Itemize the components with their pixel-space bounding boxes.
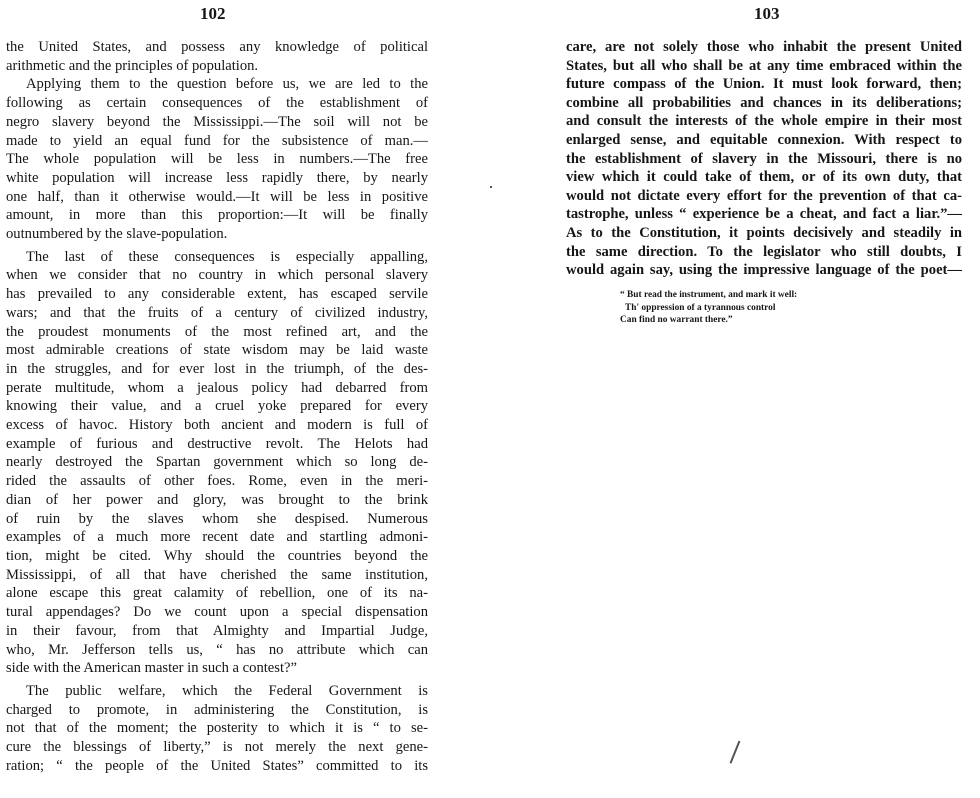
text-line: cure the blessings of liberty,” is not merely the next gene- (6, 739, 428, 756)
text-line: The last of these consequences is especially appalling, (26, 248, 428, 265)
text-line: of ruin by the slaves whom she despised. Numerous (6, 510, 428, 527)
text-line: charged to promote, in administering the Constitution, is (6, 701, 428, 718)
text-line: wars; and that the fruits of a century of civilized industry, (6, 304, 428, 321)
text-line: who, Mr. Jefferson tells us, “ has no attribute which can (6, 641, 428, 658)
text-line: perate multitude, whom a jealous policy had debarred from (6, 379, 428, 396)
text-line: The whole population will be less in numbers.—The free (6, 151, 428, 168)
text-line: dian of her power and glory, was brought to the brink (6, 491, 428, 508)
left-page-number: 102 (200, 4, 226, 23)
text-line: tastrophe, unless “ experience be a cheat, and fact a liar.”— (566, 206, 962, 223)
text-line: combine all probabilities and chances in its deliberations; (566, 94, 962, 111)
text-line: tion, might be cited. Why should the countries beyond the (6, 547, 428, 564)
stray-speck (490, 186, 492, 188)
text-line: made to yield an equal fund for the subsistence of man.— (6, 132, 428, 149)
quote-line: “ But read the instrument, and mark it well: (620, 290, 798, 300)
text-line: not that of the moment; the posterity to which it is “ to se- (6, 720, 428, 737)
text-line: Mississippi, of all that have cherished the same institution, (6, 566, 428, 583)
text-line: would again say, using the impressive language of the poet— (566, 262, 962, 279)
text-line: side with the American master in such a contest?” (6, 660, 297, 677)
text-line: The public welfare, which the Federal Government is (26, 682, 428, 699)
text-line: care, are not solely those who inhabit the present United (566, 39, 962, 55)
text-line: when we consider that no country in which personal slavery (6, 267, 428, 284)
text-line: in their favour, from that Almighty and Impartial Judge, (6, 622, 428, 639)
text-line: one half, than it otherwise would.—It will be less in positive (6, 188, 428, 205)
text-line: arithmetic and the principles of population. (6, 57, 259, 74)
text-line: future compass of the Union. It must look forward, then; (566, 76, 962, 93)
text-line: the proudest monuments of the most refined art, and the (6, 323, 428, 340)
left-page-text (6, 38, 428, 775)
text-line: examples of a much more recent date and startling admoni- (6, 529, 428, 546)
text-line: Applying them to the question before us, we are led to the (26, 76, 428, 93)
poem-quote (620, 289, 880, 327)
text-line: nearly destroyed the Spartan government which so long de- (6, 454, 428, 471)
text-line: outnumbered by the slave-population. (6, 226, 228, 243)
text-line: white population will increase less rapidly there, by nearly (6, 169, 428, 186)
text-line: tural appendages? Do we count upon a special dispensation (6, 604, 428, 621)
text-line: would not dictate every effort for the prevention of that ca- (566, 187, 962, 204)
text-line: example of furious and destructive revolt. The Helots had (6, 435, 428, 452)
text-line: and consult the interests of the whole empire in their most (566, 113, 962, 130)
text-line: the establishment of slavery in the Missouri, there is no (566, 150, 962, 167)
text-line: in the struggles, and for ever lost in the triumph, of the des- (6, 360, 428, 377)
text-line: ration; “ the people of the United States” committed to its (6, 757, 428, 774)
text-line: amount, in more than this proportion:—It will be finally (6, 207, 428, 224)
text-line: excess of havoc. History both ancient and modern is full of (6, 417, 428, 434)
text-line: the same direction. To the legislator who still doubts, I (566, 243, 962, 260)
text-line: most admirable creations of state wisdom may be laid waste (6, 342, 428, 359)
quote-line: Th' oppression of a tyrannous control (625, 302, 776, 313)
text-line: has prevailed to any considerable extent, has escaped servile (6, 286, 428, 303)
text-line: enlarged sense, and equitable connexion. With respect to (566, 131, 962, 148)
text-line: the United States, and possess any knowledge of political (6, 39, 428, 55)
text-line: alone escape this great calamity of rebellion, one of its na- (6, 585, 428, 602)
stray-pencil-mark (730, 741, 740, 764)
text-line: rided the assaults of other foes. Rome, even in the meri- (6, 473, 428, 490)
right-page-text (566, 38, 962, 280)
quote-line: Can find no warrant there.” (620, 315, 733, 325)
text-line: view which it could take of them, or of its own duty, that (566, 169, 962, 186)
text-line: following as certain consequences of the establishment of (6, 95, 428, 112)
right-page (490, 0, 980, 798)
text-line: negro slavery beyond the Mississippi.—The soil will not be (6, 113, 428, 130)
text-line: knowing their value, and a cruel yoke prepared for every (6, 398, 428, 415)
right-page-number: 103 (754, 4, 780, 23)
text-line: As to the Constitution, it points decisively and steadily in (566, 224, 962, 241)
text-line: States, but all who shall be at any time embraced within the (566, 57, 962, 74)
